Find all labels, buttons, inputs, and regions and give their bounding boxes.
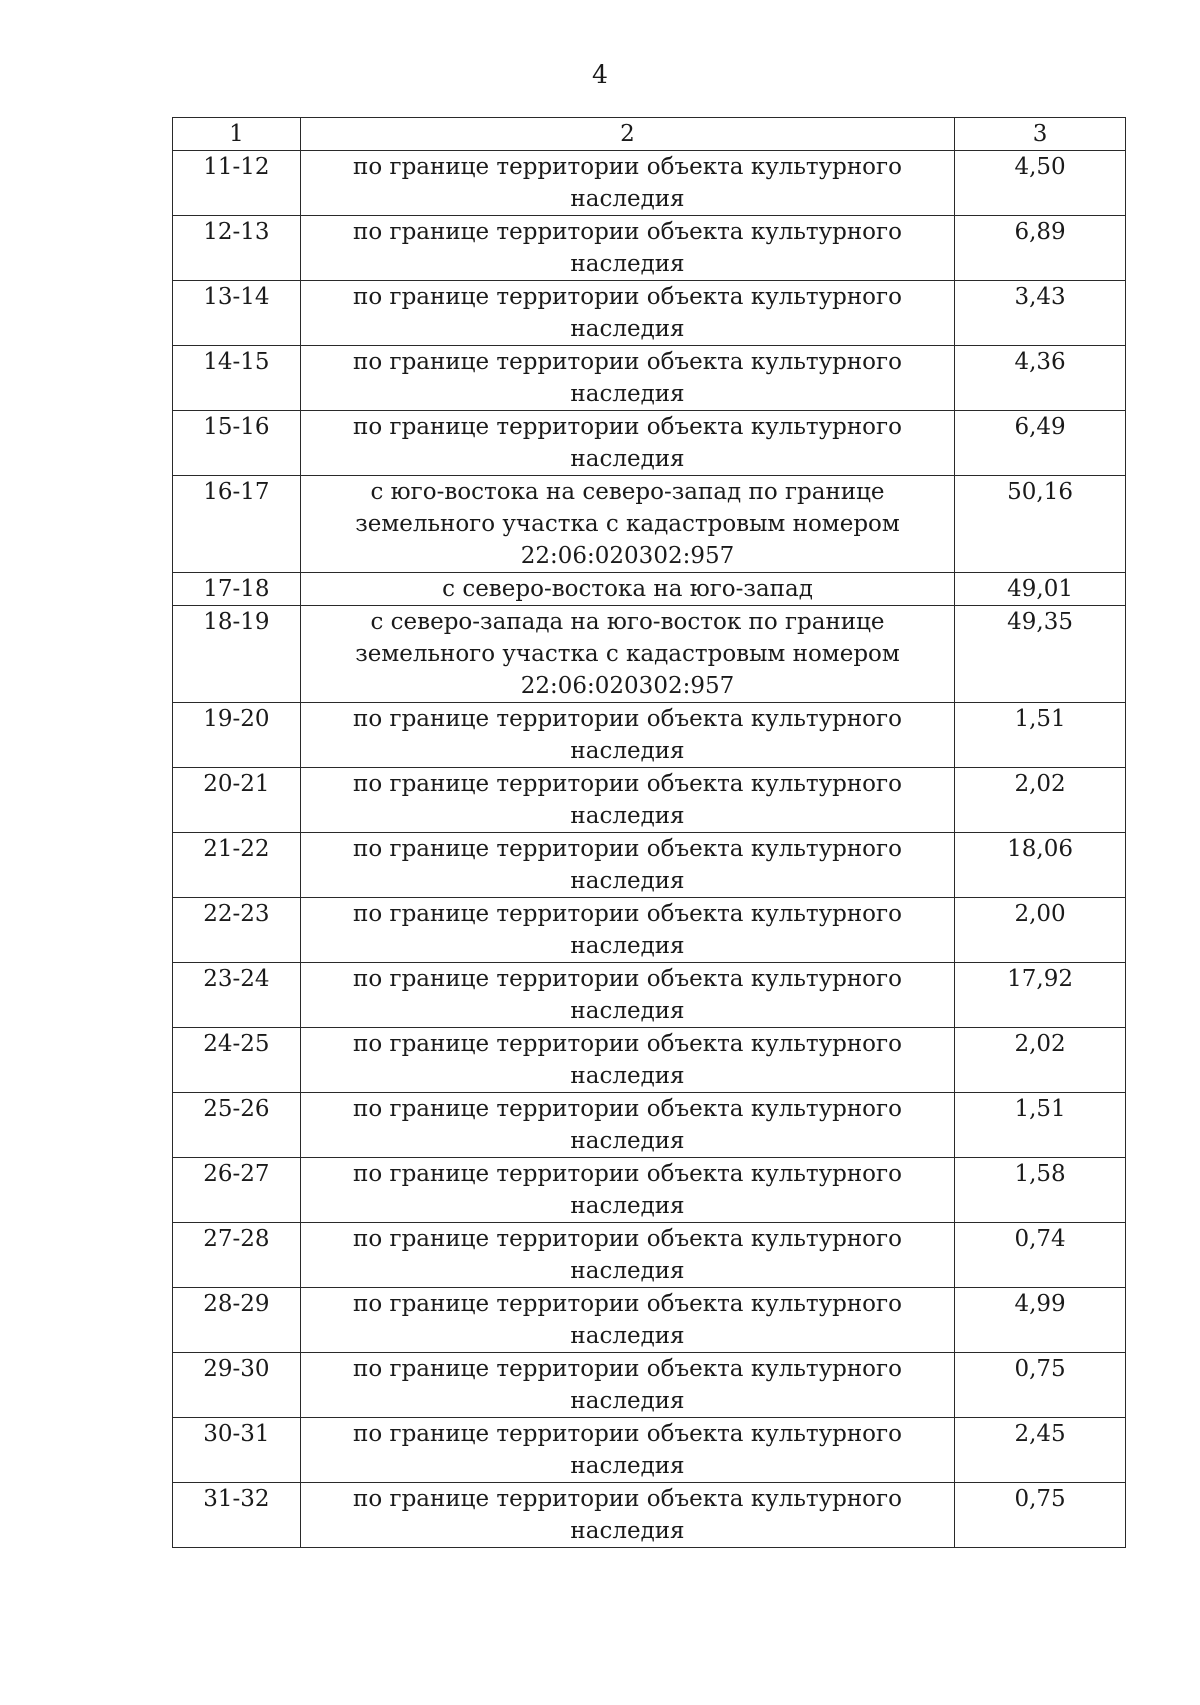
segment-cell: 29-30 <box>173 1353 301 1418</box>
description-cell: по границе территории объекта культурного наследия <box>300 216 954 281</box>
length-cell: 2,02 <box>955 1028 1126 1093</box>
segment-cell: 19-20 <box>173 703 301 768</box>
description-cell: с северо-востока на юго-запад <box>300 573 954 606</box>
segment-cell: 21-22 <box>173 833 301 898</box>
table-row <box>173 1288 1126 1353</box>
header-row <box>173 118 1126 151</box>
description-cell: по границе территории объекта культурного наследия <box>300 1028 954 1093</box>
description-cell: по границе территории объекта культурного наследия <box>300 411 954 476</box>
length-cell: 4,50 <box>955 151 1126 216</box>
description-cell: по границе территории объекта культурного наследия <box>300 1483 954 1548</box>
description-cell: по границе территории объекта культурного наследия <box>300 1223 954 1288</box>
description-cell: по границе территории объекта культурного наследия <box>300 1093 954 1158</box>
segment-cell: 26-27 <box>173 1158 301 1223</box>
segment-cell: 24-25 <box>173 1028 301 1093</box>
table-row <box>173 963 1126 1028</box>
description-cell: по границе территории объекта культурного наследия <box>300 703 954 768</box>
length-cell: 17,92 <box>955 963 1126 1028</box>
table-row <box>173 898 1126 963</box>
length-cell: 0,74 <box>955 1223 1126 1288</box>
table-row <box>173 606 1126 703</box>
table-row <box>173 1028 1126 1093</box>
table-header <box>173 118 1126 151</box>
length-cell: 6,89 <box>955 216 1126 281</box>
description-cell: по границе территории объекта культурного наследия <box>300 281 954 346</box>
page-number: 4 <box>592 60 608 89</box>
segment-cell: 22-23 <box>173 898 301 963</box>
length-cell: 49,01 <box>955 573 1126 606</box>
segment-cell: 28-29 <box>173 1288 301 1353</box>
length-cell: 1,58 <box>955 1158 1126 1223</box>
table-row <box>173 1158 1126 1223</box>
segment-cell: 25-26 <box>173 1093 301 1158</box>
segment-cell: 31-32 <box>173 1483 301 1548</box>
length-cell: 2,00 <box>955 898 1126 963</box>
segment-cell: 12-13 <box>173 216 301 281</box>
description-cell: по границе территории объекта культурного наследия <box>300 346 954 411</box>
length-cell: 4,99 <box>955 1288 1126 1353</box>
description-cell: по границе территории объекта культурного наследия <box>300 1418 954 1483</box>
description-cell: по границе территории объекта культурного наследия <box>300 1353 954 1418</box>
description-cell: по границе территории объекта культурного наследия <box>300 963 954 1028</box>
description-cell: по границе территории объекта культурного наследия <box>300 1158 954 1223</box>
segment-cell: 16-17 <box>173 476 301 573</box>
description-cell: с северо-запада на юго-восток по границе земельного участка с кадастровым номером 22:06:020302:957 <box>300 606 954 703</box>
segment-cell: 20-21 <box>173 768 301 833</box>
column-header-3: 3 <box>955 118 1126 151</box>
segment-cell: 30-31 <box>173 1418 301 1483</box>
length-cell: 2,02 <box>955 768 1126 833</box>
length-cell: 3,43 <box>955 281 1126 346</box>
length-cell: 18,06 <box>955 833 1126 898</box>
table-row <box>173 1353 1126 1418</box>
segment-cell: 23-24 <box>173 963 301 1028</box>
segment-cell: 27-28 <box>173 1223 301 1288</box>
description-cell: по границе территории объекта культурного наследия <box>300 833 954 898</box>
table-row <box>173 1223 1126 1288</box>
segment-cell: 11-12 <box>173 151 301 216</box>
description-cell: по границе территории объекта культурного наследия <box>300 898 954 963</box>
column-header-1: 1 <box>173 118 301 151</box>
length-cell: 2,45 <box>955 1418 1126 1483</box>
length-cell: 1,51 <box>955 1093 1126 1158</box>
table-row <box>173 768 1126 833</box>
table-row <box>173 1418 1126 1483</box>
table-row <box>173 573 1126 606</box>
table-body <box>173 151 1126 1548</box>
segment-cell: 14-15 <box>173 346 301 411</box>
description-cell: с юго-востока на северо-запад по границе земельного участка с кадастровым номером 22:06:020302:957 <box>300 476 954 573</box>
length-cell: 1,51 <box>955 703 1126 768</box>
table-row <box>173 346 1126 411</box>
length-cell: 0,75 <box>955 1483 1126 1548</box>
segment-cell: 18-19 <box>173 606 301 703</box>
table-row <box>173 476 1126 573</box>
length-cell: 6,49 <box>955 411 1126 476</box>
table-row <box>173 1483 1126 1548</box>
length-cell: 50,16 <box>955 476 1126 573</box>
table-row <box>173 833 1126 898</box>
segment-cell: 15-16 <box>173 411 301 476</box>
column-header-2: 2 <box>300 118 954 151</box>
description-cell: по границе территории объекта культурного наследия <box>300 1288 954 1353</box>
description-cell: по границе территории объекта культурного наследия <box>300 768 954 833</box>
table-row <box>173 281 1126 346</box>
table-row <box>173 151 1126 216</box>
length-cell: 4,36 <box>955 346 1126 411</box>
table-row <box>173 703 1126 768</box>
segment-cell: 17-18 <box>173 573 301 606</box>
segment-cell: 13-14 <box>173 281 301 346</box>
length-cell: 0,75 <box>955 1353 1126 1418</box>
table-row <box>173 1093 1126 1158</box>
boundary-table <box>172 117 1126 1548</box>
length-cell: 49,35 <box>955 606 1126 703</box>
description-cell: по границе территории объекта культурного наследия <box>300 151 954 216</box>
table-row <box>173 216 1126 281</box>
table-row <box>173 411 1126 476</box>
